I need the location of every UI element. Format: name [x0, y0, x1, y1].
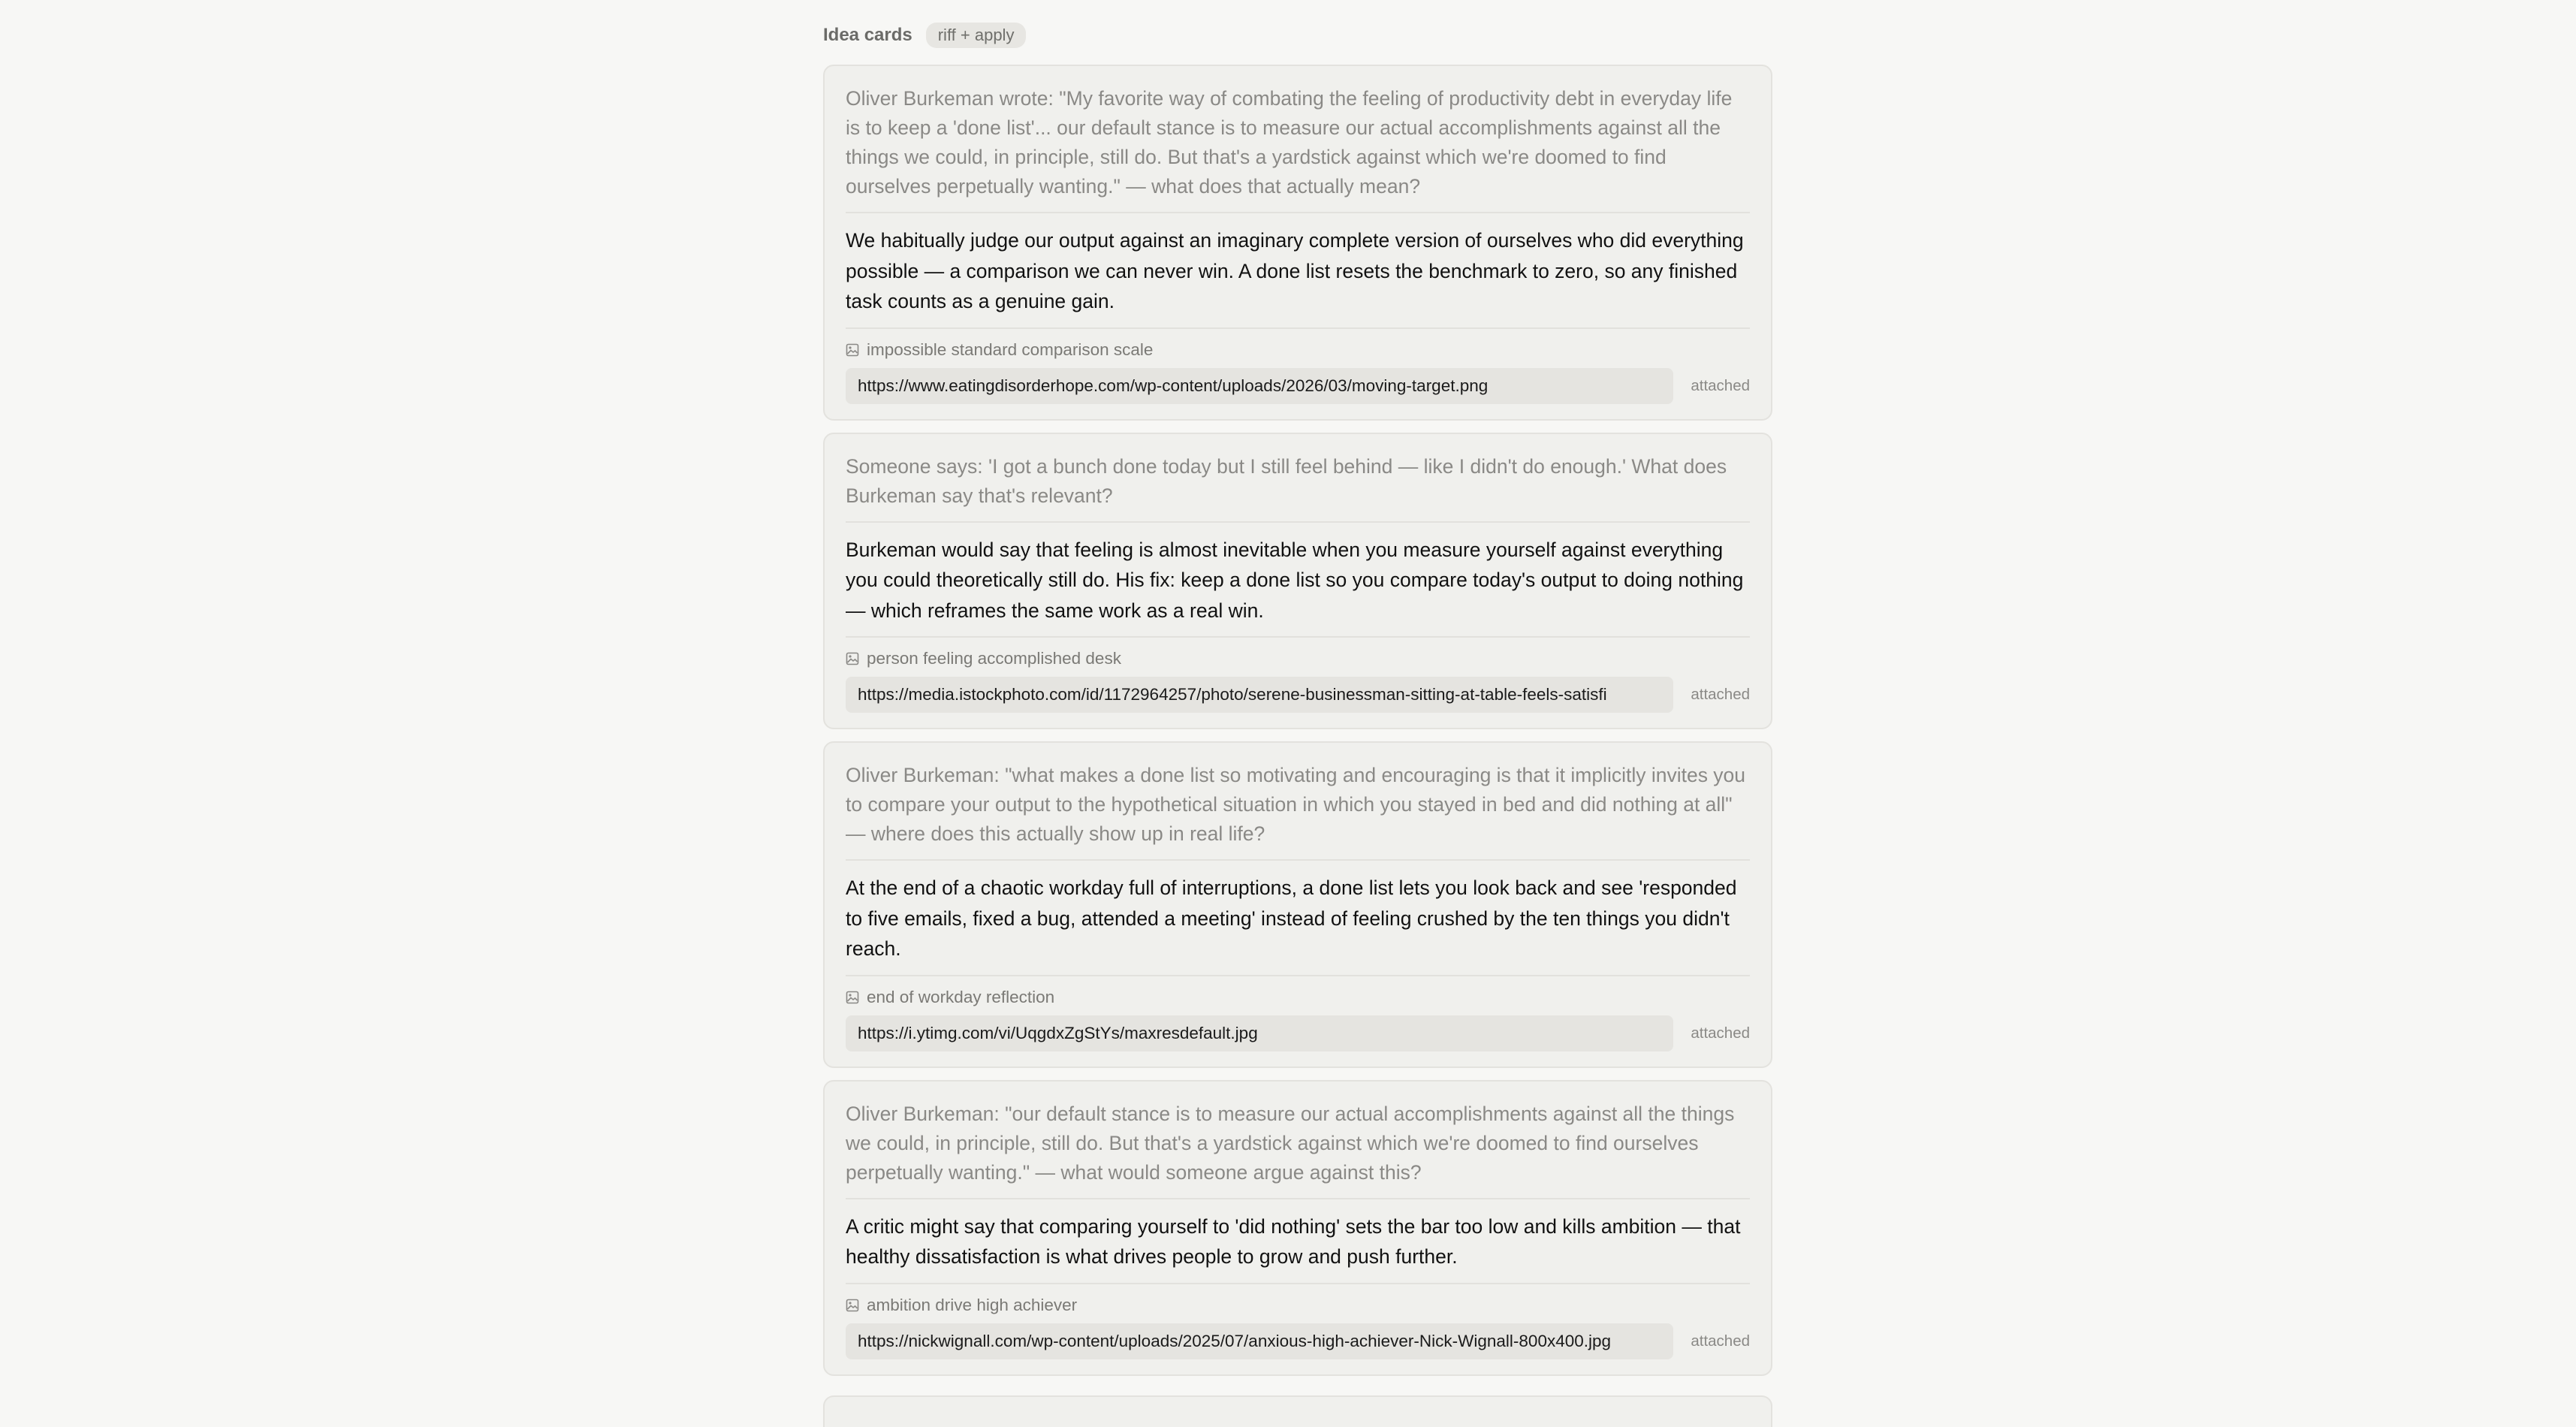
- card-prompt: Oliver Burkeman: "what makes a done list so motivating and encouraging is that it implicitly invites you to compare your output to the hypothetical situation in which you stayed in bed and did nothing at all" — where does this actually show up in real life?: [846, 761, 1750, 861]
- image-caption-row: [846, 339, 1750, 361]
- attached-status: attached: [1691, 1024, 1750, 1042]
- image-url-row: [846, 1015, 1750, 1051]
- image-caption-row: [846, 648, 1750, 669]
- section-title: Idea cards: [823, 25, 912, 45]
- card-answer: At the end of a chaotic workday full of interruptions, a done list lets you look back and see 'responded to five emails, fixed a bug, attended a meeting' instead of feeling crushed by the ten things you didn't reach.: [846, 861, 1750, 976]
- idea-cards-section: [823, 20, 1772, 1427]
- card-prompt: Oliver Burkeman: "our default stance is to measure our actual accomplishments against all the things we could, in principle, still do. But that's a yardstick against which we're doomed to find ourselves perpetually wanting." — what would someone argue against this?: [846, 1100, 1750, 1199]
- image-url-input[interactable]: [846, 677, 1673, 713]
- card-prompt: Oliver Burkeman wrote: "My favorite way of combating the feeling of productivity debt in everyday life is to keep a 'done list'... our default stance is to measure our actual accomplishments against all the things we could, in principle, still do. But that's a yardstick against which we're doomed to find ourselves perpetually wanting." — what does that actually mean?: [846, 84, 1750, 213]
- idea-card: [823, 1080, 1772, 1376]
- card-answer: We habitually judge our output against an imaginary complete version of ourselves who did everything possible — a comparison we can never win. A done list resets the benchmark to zero, so any finished task counts as a genuine gain.: [846, 213, 1750, 329]
- image-url-row: [846, 368, 1750, 404]
- image-caption: ambition drive high achiever: [867, 1295, 1078, 1314]
- image-icon: [846, 1299, 859, 1312]
- idea-card-partial: [823, 1395, 1772, 1427]
- idea-card: [823, 741, 1772, 1068]
- mode-badge: riff + apply: [926, 23, 1027, 48]
- image-url-row: [846, 1323, 1750, 1359]
- image-url-input[interactable]: [846, 1323, 1673, 1359]
- image-caption-row: [846, 987, 1750, 1008]
- attached-status: attached: [1691, 1332, 1750, 1350]
- image-icon: [846, 652, 859, 665]
- card-answer: Burkeman would say that feeling is almost inevitable when you measure yourself against everything you could theoretically still do. His fix: keep a done list so you compare today's output to doing nothing — which reframes the same work as a real win.: [846, 523, 1750, 638]
- attached-status: attached: [1691, 686, 1750, 703]
- idea-card: [823, 433, 1772, 730]
- card-answer: A critic might say that comparing yourself to 'did nothing' sets the bar too low and kills ambition — that healthy dissatisfaction is what drives people to grow and push further.: [846, 1199, 1750, 1284]
- image-caption: impossible standard comparison scale: [867, 339, 1154, 359]
- attached-status: attached: [1691, 376, 1750, 394]
- image-url-input[interactable]: [846, 1015, 1673, 1051]
- image-icon: [846, 991, 859, 1004]
- idea-card: [823, 65, 1772, 421]
- image-url-row: [846, 677, 1750, 713]
- card-prompt: Someone says: 'I got a bunch done today but I still feel behind — like I didn't do enough.' What does Burkeman say that's relevant?: [846, 452, 1750, 523]
- image-caption-row: [846, 1295, 1750, 1316]
- section-header: [823, 20, 1772, 51]
- image-caption: person feeling accomplished desk: [867, 649, 1121, 668]
- image-url-input[interactable]: [846, 368, 1673, 404]
- image-icon: [846, 343, 859, 357]
- image-caption: end of workday reflection: [867, 987, 1055, 1006]
